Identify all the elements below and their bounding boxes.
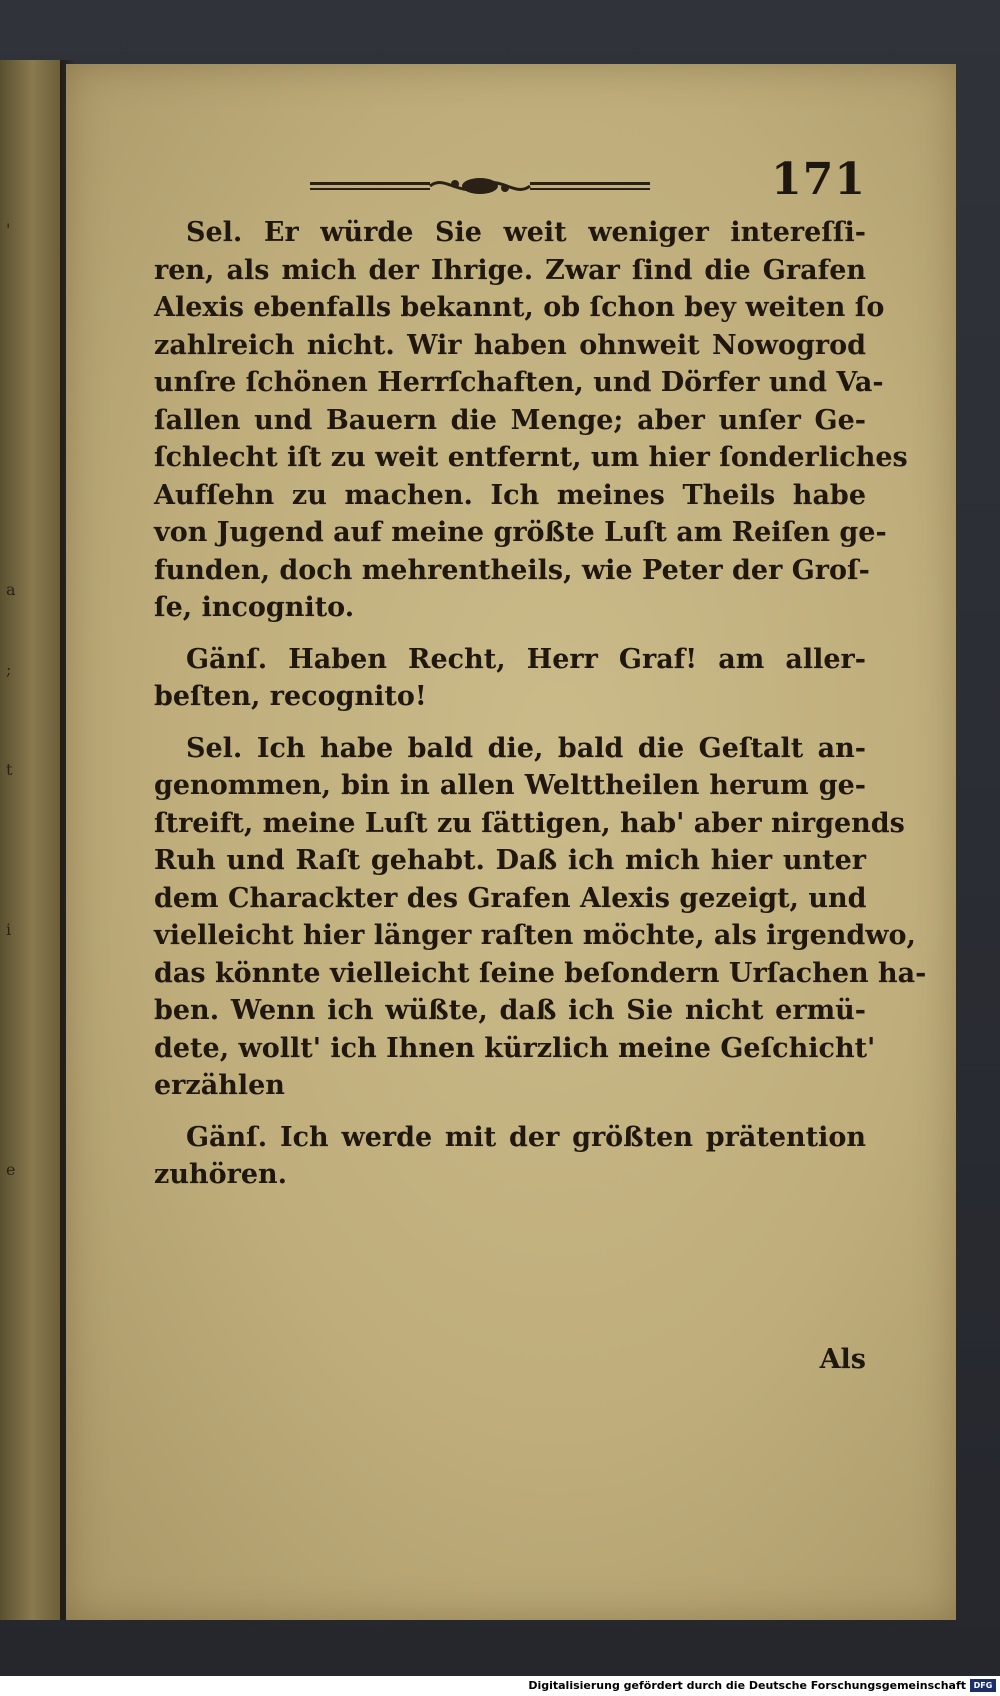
text-line: dem Charackter des Grafen Alexis gezeigt, und	[154, 882, 867, 914]
text-line: von Jugend auf meine größte Luſt am Reiſen ge-	[154, 517, 887, 548]
text-line: zuhören.	[154, 1159, 288, 1190]
body-text	[154, 214, 927, 1194]
dfg-logo-icon: DFG	[970, 1679, 996, 1692]
paragraph	[154, 730, 927, 1105]
text-line: dete, wollt' ich Ihnen kürzlich meine Geſchicht'	[154, 1032, 876, 1064]
text-line: Sel. Ich habe bald die, bald die Geſtalt an-	[186, 732, 866, 764]
text-line: unſre ſchönen Herrſchaften, und Dörfer und Va-	[154, 367, 884, 398]
book-page	[66, 64, 956, 1620]
text-line: erzählen	[154, 1070, 285, 1101]
text-line: ſchlecht iſt zu weit entfernt, um hier ſonderliches	[154, 442, 908, 473]
ornament-rule-icon	[310, 174, 650, 198]
text-line: Gänſ. Haben Recht, Herr Graf! am aller-	[186, 643, 866, 675]
paragraph	[154, 214, 908, 627]
text-line: funden, doch mehrentheils, wie Peter der Groſ-	[154, 554, 870, 586]
text-line: Gänſ. Ich werde mit der größten prätention	[186, 1121, 866, 1153]
text-line: ſe, incognito.	[154, 592, 355, 623]
text-line: vielleicht hier länger raſten möchte, als irgendwo,	[154, 920, 916, 951]
text-line: Alexis ebenfalls bekannt, ob ſchon bey weiten ſo	[154, 292, 885, 323]
text-line: ſallen und Bauern die Menge; aber unſer Ge-	[154, 404, 866, 436]
text-line: das könnte vielleicht ſeine beſondern Urſachen ha-	[154, 957, 927, 989]
text-line: Sel. Er würde Sie weit weniger intereſſi-	[186, 217, 866, 248]
text-line: Aufſehn zu machen. Ich meines Theils habe	[154, 479, 866, 511]
facing-page-edge: ' a ; t i e	[0, 60, 62, 1620]
footer-credit: Digitalisierung gefördert durch die Deutsche Forschungsgemeinschaft	[528, 1679, 966, 1692]
text-line: Ruh und Raſt gehabt. Daß ich mich hier unter	[154, 845, 866, 876]
text-line: zahlreich nicht. Wir haben ohnweit Nowogrod	[154, 329, 866, 361]
text-line: beſten, recognito!	[154, 681, 427, 712]
text-line: ſtreift, meine Luſt zu ſättigen, hab' aber nirgends	[154, 807, 905, 839]
page-number: 171	[771, 154, 866, 205]
text-line: genommen, bin in allen Welttheilen herum ge-	[154, 770, 866, 801]
text-line: ren, als mich der Ihrige. Zwar ſind die Grafen	[154, 254, 866, 286]
paragraph	[154, 1119, 866, 1194]
catchword: Als	[819, 1344, 866, 1375]
paragraph	[154, 641, 866, 716]
digitization-footer	[0, 1676, 1000, 1696]
page-header	[66, 154, 956, 214]
text-line: ben. Wenn ich wüßte, daß ich Sie nicht ermü-	[154, 995, 866, 1026]
